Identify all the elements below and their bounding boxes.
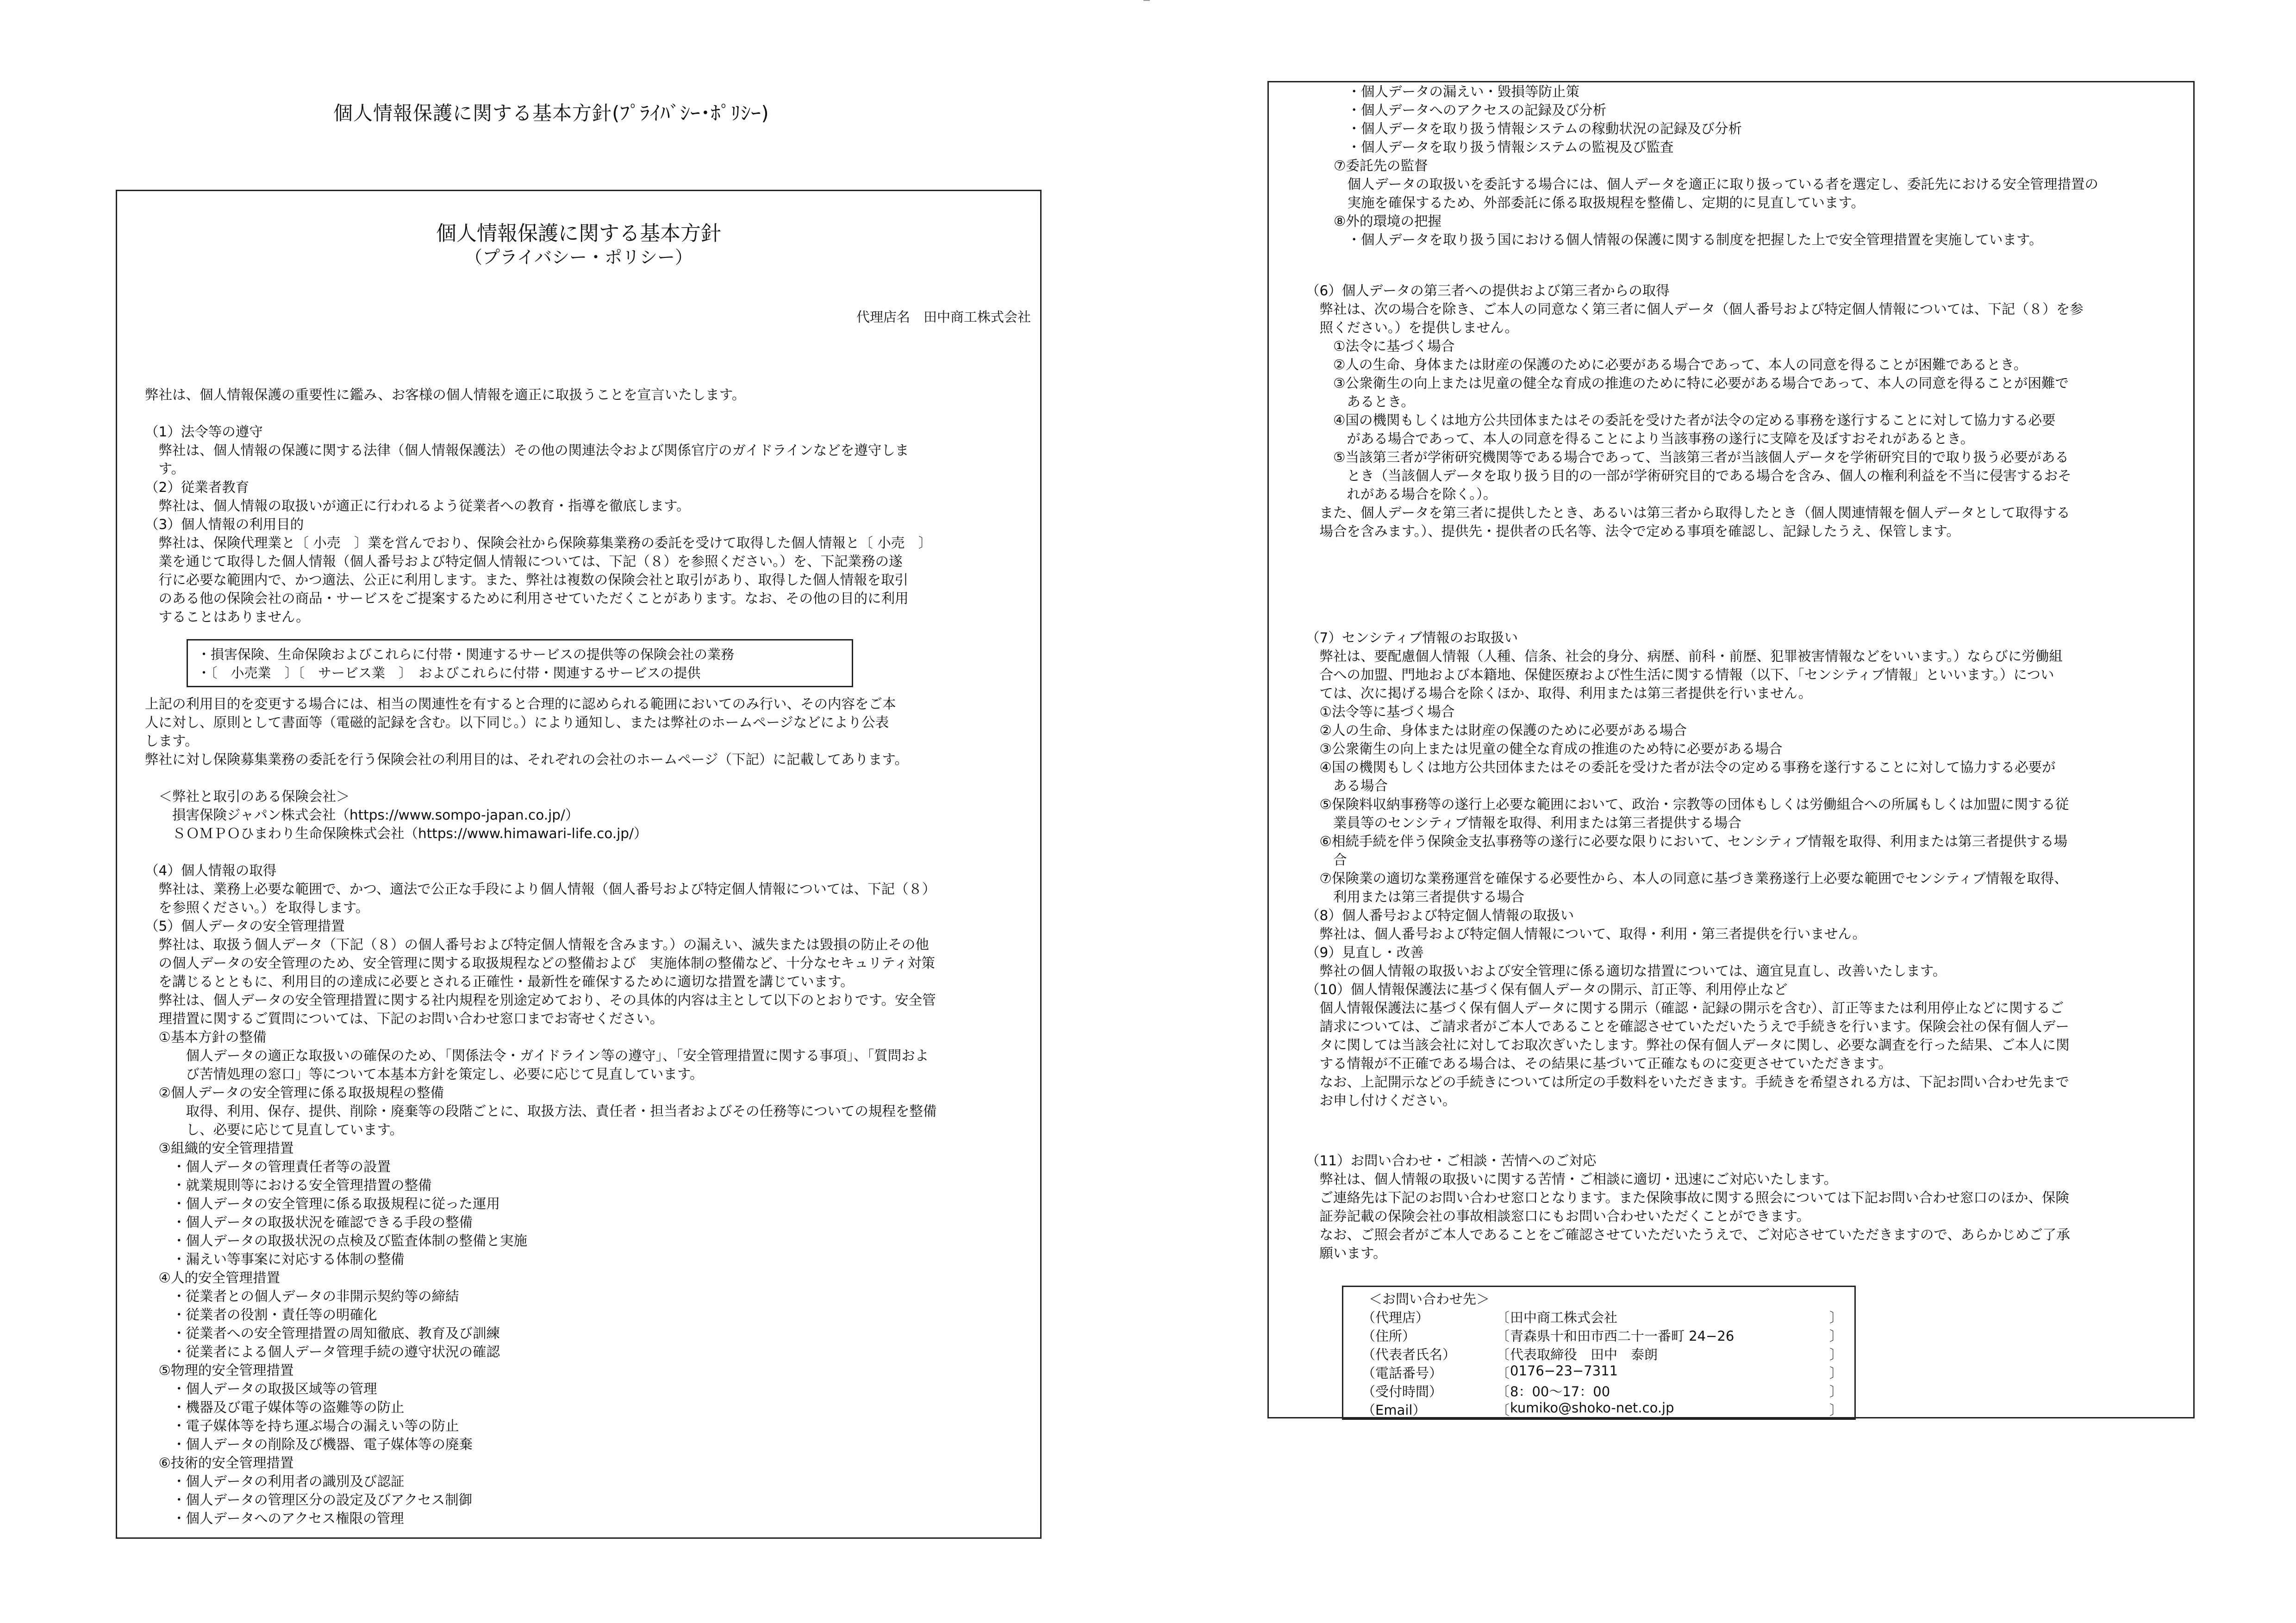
text-line: ・個人データの取扱区域等の管理	[145, 1381, 377, 1397]
scan-mark	[1143, 0, 1150, 1]
text-line: ④国の機関もしくは地方公共団体またはその委託を受けた者が法令の定める事務を遂行することに対して協力する必要が	[1306, 759, 2056, 775]
text-line: 弊社は、次の場合を除き、ご本人の同意なく第三者に個人データ（個人番号および特定個人情報については、下記（８）を参	[1306, 301, 2084, 317]
text-line: ②個人データの安全管理に係る取扱規程の整備	[145, 1085, 444, 1101]
text-line: び苦情処理の窓口」等について本基本方針を策定し、必要に応じて見直しています。	[145, 1066, 704, 1082]
text-line: （1）法令等の遵守	[145, 424, 263, 440]
text-line: （6）個人データの第三者への提供および第三者からの取得	[1306, 283, 1670, 298]
contact-value: kumiko@shoko-net.co.jp	[1510, 1400, 1674, 1416]
right-policy-box	[1267, 81, 2195, 1418]
text-line: （7）センシティブ情報のお取扱い	[1306, 630, 1518, 646]
text-line: お申し付けください。	[1306, 1093, 1456, 1108]
text-line: のある他の保険会社の商品・サービスをご提案するために利用させていただくことがあります。なお、その他の目的に利用	[145, 591, 909, 606]
right-section-a	[1334, 82, 2184, 249]
text-line: ⑥技術的安全管理措置	[145, 1455, 294, 1471]
text-line: ある場合	[1306, 778, 1388, 794]
right-section-c	[1306, 628, 2184, 1110]
bracket-open: 〔	[1496, 1310, 1510, 1325]
purpose-scope-box	[187, 639, 853, 687]
text-line	[145, 843, 1031, 861]
text-line: 弊社は、取扱う個人データ（下記（８）の個人番号および特定個人情報を含みます。）の漏えい、滅失または毀損の防止その他	[145, 937, 929, 952]
text-line: また、個人データを第三者に提供したとき、あるいは第三者から取得したとき（個人関連情報を個人データとして取得する	[1306, 505, 2070, 521]
contact-label: （Email）	[1362, 1402, 1426, 1418]
text-line: ・個人データの削除及び機器、電子媒体等の廃棄	[145, 1436, 473, 1452]
text-line: 人に対し、原則として書面等（電磁的記録を含む。以下同じ。）により通知し、または弊社のホームページなどにより公表	[145, 715, 889, 730]
text-line: ⑦保険業の適切な業務運営を確保する必要性から、本人の同意に基づき業務遂行上必要な範囲でセンシティブ情報を取得、	[1306, 871, 2068, 886]
text-line: ④国の機関もしくは地方公共団体またはその委託を受けた者が法令の定める事務を遂行することに対して協力する必要	[1306, 412, 2056, 428]
text-line: 弊社は、個人データの安全管理措置に関する社内規程を別途定めており、その具体的内容は主として以下のとおりです。安全管	[145, 992, 936, 1008]
text-line: 利用または第三者提供する場合	[1306, 889, 1525, 905]
text-line: 業員等のセンシティブ情報を取得、利用または第三者提供する場合	[1306, 815, 1741, 831]
left-section-b	[145, 695, 1031, 1528]
text-line: ・就業規則等における安全管理措置の整備	[145, 1177, 432, 1193]
policy-title: 個人情報保護に関する基本方針	[436, 222, 721, 245]
text-line: ・従業者との個人データの非開示契約等の締結	[145, 1288, 459, 1304]
text-line: ・個人データへのアクセスの記録及び分析	[1334, 102, 1607, 118]
text-line: を参照ください。）を取得します。	[145, 900, 369, 915]
text-line: ⑦委託先の監督	[1334, 158, 1428, 174]
contact-label: （電話番号）	[1362, 1365, 1443, 1381]
text-line: 請求については、ご請求者がご本人であることを確認させていただいたうえで手続きを行います。保険会社の保有個人デー	[1306, 1019, 2070, 1034]
text-line: 場合を含みます。）、提供先・提供者の氏名等、法令で定める事項を確認し、記録したうえ、保管します。	[1306, 523, 1960, 539]
text-line: ・個人データへのアクセス権限の管理	[145, 1511, 404, 1526]
text-line: ＜弊社と取引のある保険会社＞	[145, 789, 350, 804]
text-line: 理措置に関するご質問については、下記のお問い合わせ窓口までお寄せください。	[145, 1011, 664, 1026]
text-line: 実施を確保するため、外部委託に係る取扱規程を整備し、定期的に見直しています。	[1334, 195, 1865, 211]
text-line: ・個人データを取り扱う情報システムの稼動状況の記録及び分析	[1334, 121, 1742, 137]
text-line: ＳＯＭＰＯひまわり生命保険株式会社（https://www.himawari-life.co.jp/）	[145, 826, 648, 841]
text-line	[145, 404, 1031, 423]
text-line: （5）個人データの安全管理措置	[145, 918, 345, 934]
bracket-close: 〕	[1829, 1384, 1843, 1399]
text-line: 取得、利用、保存、提供、削除・廃棄等の段階ごとに、取扱方法、責任者・担当者およびその任務等についての規程を整備	[145, 1103, 937, 1119]
contact-value: 0176−23−7311	[1510, 1363, 1618, 1379]
text-line: ご連絡先は下記のお問い合わせ窓口となります。また保険事故に関する照会については下記お問い合わせ窓口のほか、保険	[1306, 1190, 2070, 1206]
text-line: ・〔 小売業 〕〔 サービス業 〕 およびこれらに付帯・関連するサービスの提供	[197, 665, 701, 681]
text-line: ④人的安全管理措置	[145, 1270, 280, 1286]
text-line: タに関しては当該会社に対してお取次ぎいたします。弊社の保有個人データに関し、必要な調査を行った結果、ご本人に関	[1306, 1037, 2070, 1053]
text-line: ・個人データの利用者の識別及び認証	[145, 1474, 405, 1489]
contact-value: 青森県十和田市西二十一番町 24−26	[1510, 1328, 1734, 1344]
text-line: 証券記載の保険会社の事故相談窓口にもお問い合わせいただくことができます。	[1306, 1208, 1810, 1224]
text-line: 個人データの適正な取扱いの確保のため、「関係法令・ガイドライン等の遵守」、「安全管理措置に関する事項」、「質問およ	[145, 1048, 929, 1063]
bracket-open: 〔	[1496, 1402, 1510, 1418]
text-line: （8）個人番号および特定個人情報の取扱い	[1306, 908, 1574, 923]
text-line: 合への加盟、門地および本籍地、保健医療および性生活に関する情報（以下、「センシティブ情報」といいます。）につい	[1306, 667, 2054, 683]
text-line: ⑤保険料収納事務等の遂行上必要な範囲において、政治・宗教等の団体もしくは労働組合への所属もしくは加盟に関する従	[1306, 796, 2069, 812]
text-line: ①基本方針の整備	[145, 1029, 267, 1045]
text-line: ・個人データを取り扱う情報システムの監視及び監査	[1334, 139, 1674, 155]
text-line: ・損害保険、生命保険およびこれらに付帯・関連するサービスの提供等の保険会社の業務	[197, 647, 735, 662]
text-line: ③公衆衛生の向上または児童の健全な育成の推進のため特に必要がある場合	[1306, 741, 1783, 757]
text-line: す。	[145, 461, 185, 477]
bracket-open: 〔	[1496, 1384, 1510, 1399]
text-line: ・個人データを取り扱う国における個人情報の保護に関する制度を把握した上で安全管理措置を実施しています。	[1334, 232, 2043, 248]
text-line: ⑥相続手続を伴う保険金支払事務等の遂行に必要な限りにおいて、センシティブ情報を取得、利用または第三者提供する場	[1306, 833, 2068, 849]
text-line: ⑧外的環境の把握	[1334, 213, 1441, 229]
text-line: 合	[1306, 852, 1347, 868]
text-line: ⑤当該第三者が学術研究機関等である場合であって、当該第三者が当該個人データを学術研究目的で取り扱う必要がある	[1306, 449, 2069, 465]
contact-label: （受付時間）	[1362, 1384, 1443, 1399]
text-line: （9）見直し・改善	[1306, 945, 1424, 960]
bracket-open: 〔	[1496, 1328, 1510, 1344]
contact-heading: ＜お問い合わせ先＞	[1369, 1291, 1490, 1307]
text-line: （11）お問い合わせ・ご相談・苦情へのご対応	[1306, 1153, 1597, 1169]
text-line: （4）個人情報の取得	[145, 863, 277, 878]
contact-label: （代理店）	[1362, 1310, 1429, 1325]
text-line: ・漏えい等事案に対応する体制の整備	[145, 1251, 405, 1267]
contact-label: （住所）	[1362, 1328, 1416, 1344]
text-line: ・個人データの取扱状況を確認できる手段の整備	[145, 1214, 473, 1230]
contact-box	[1342, 1286, 1856, 1420]
text-line: （2）従業者教育	[145, 479, 250, 495]
text-line: 弊社は、要配慮個人情報（人種、信条、社会的身分、病歴、前科・前歴、犯罪被害情報などをいいます。）ならびに労働組	[1306, 648, 2063, 664]
text-line: とき（当該個人データを取り扱う目的の一部が学術研究目的である場合を含み、個人の権利利益を不当に侵害するおそ	[1306, 468, 2071, 484]
text-line: ・電子媒体等を持ち運ぶ場合の漏えい等の防止	[145, 1418, 459, 1434]
text-line: ②人の生命、身体または財産の保護のために必要がある場合	[1306, 722, 1687, 738]
text-line: がある場合であって、本人の同意を得ることにより当該事務の遂行に支障を及ぼすおそれがあるとき。	[1306, 431, 1974, 447]
text-line: 業を通じて取得した個人情報（個人番号および特定個人情報については、下記（８）を参照ください。）を、下記業務の遂	[145, 553, 903, 569]
text-line: 弊社に対し保険募集業務の委託を行う保険会社の利用目的は、それぞれの会社のホームページ（下記）に記載してあります。	[145, 752, 909, 767]
text-line: ・個人データの取扱状況の点検及び監査体制の整備と実施	[145, 1233, 528, 1249]
text-line: 弊社は、個人情報の保護に関する法律（個人情報保護法）その他の関連法令および関係官庁のガイドラインなどを遵守しま	[145, 442, 909, 458]
bracket-close: 〕	[1829, 1365, 1843, 1381]
text-line: ②人の生命、身体または財産の保護のために必要がある場合であって、本人の同意を得ることが困難であるとき。	[1306, 357, 2028, 373]
text-line: れがある場合を除く。）。	[1306, 486, 1497, 502]
text-line: することはありません。	[145, 609, 310, 625]
contact-label: （代表者氏名）	[1362, 1347, 1456, 1362]
page-heading: 個人情報保護に関する基本方針(ﾌﾟﾗｲﾊﾞｼｰ･ﾎﾟﾘｼｰ)	[333, 102, 769, 124]
text-line: します。	[145, 733, 199, 749]
text-line: 照ください。）を提供しません。	[1306, 320, 1519, 336]
text-line: ・個人データの管理区分の設定及びアクセス制御	[145, 1492, 473, 1508]
text-line: 上記の利用目的を変更する場合には、相当の関連性を有すると合理的に認められる範囲においてのみ行い、その内容をご本	[145, 696, 896, 712]
text-line: する情報が不正確である場合は、その結果に基づいて正確なものに変更させていただきます。	[1306, 1056, 1892, 1071]
text-line: ・従業者への安全管理措置の周知徹底、教育及び訓練	[145, 1325, 500, 1341]
text-line: あるとき。	[1306, 394, 1415, 410]
text-line: 個人情報保護法に基づく保有個人データに関する開示（確認・記録の開示を含む）、訂正等または利用停止などに関するご	[1306, 1000, 2064, 1016]
text-line: ⑤物理的安全管理措置	[145, 1362, 294, 1378]
right-section-b	[1306, 281, 2184, 541]
text-line: 弊社の個人情報の取扱いおよび安全管理に係る適切な措置については、適宜見直し、改善いたします。	[1306, 963, 1947, 979]
text-line: 弊社は、個人情報の取扱いに関する苦情・ご相談に適切・迅速にご対応いたします。	[1306, 1171, 1838, 1187]
text-line: ③組織的安全管理措置	[145, 1140, 294, 1156]
contact-value: 代表取締役 田中 泰朗	[1510, 1347, 1658, 1362]
policy-subtitle: （プライバシー・ポリシー）	[464, 247, 693, 267]
text-line: ・個人データの安全管理に係る取扱規程に従った運用	[145, 1196, 500, 1212]
text-line: ・従業者の役割・責任等の明確化	[145, 1307, 377, 1323]
text-line: 個人データの取扱いを委託する場合には、個人データを適正に取り扱っている者を選定し、委託先における安全管理措置の	[1334, 176, 2099, 192]
text-line: ・機器及び電子媒体等の盗難等の防止	[145, 1399, 405, 1415]
agent-name: 代理店名 田中商工株式会社	[856, 309, 1031, 325]
bracket-close: 〕	[1829, 1328, 1843, 1344]
bracket-close: 〕	[1829, 1402, 1843, 1418]
text-line: 弊社は、個人情報保護の重要性に鑑み、お客様の個人情報を適正に取扱うことを宣言いたします。	[145, 387, 746, 403]
text-line: 願います。	[1306, 1245, 1387, 1261]
text-line: 弊社は、業務上必要な範囲で、かつ、適法で公正な手段により個人情報（個人番号および特定個人情報については、下記（８）	[145, 881, 936, 897]
bracket-open: 〔	[1496, 1347, 1510, 1362]
text-line: 弊社は、個人情報の取扱いが適正に行われるよう従業者への教育・指導を徹底します。	[145, 498, 690, 514]
text-line: し、必要に応じて見直しています。	[145, 1122, 404, 1138]
left-policy-box	[116, 190, 1042, 1539]
text-line: ・個人データの漏えい・毀損等防止策	[1334, 84, 1580, 99]
right-section-d	[1306, 1151, 2184, 1262]
text-line: ては、次に掲げる場合を除くほか、取得、利用または第三者提供を行いません。	[1306, 685, 1812, 701]
text-line: 弊社は、保険代理業と〔 小売 〕業を営んでおり、保険会社から保険募集業務の委託を受けて取得した個人情報と〔 小売 〕	[145, 535, 932, 551]
text-line: （10）個人情報保護法に基づく保有個人データの開示、訂正等、利用停止など	[1306, 982, 1788, 997]
left-section-a	[145, 386, 1031, 626]
bracket-close: 〕	[1829, 1347, 1843, 1362]
text-line: ・従業者による個人データ管理手続の遵守状況の確認	[145, 1344, 500, 1360]
text-line: ①法令等に基づく場合	[1306, 704, 1455, 720]
text-line: （3）個人情報の利用目的	[145, 516, 304, 532]
text-line: なお、上記開示などの手続きについては所定の手数料をいただきます。手続きを希望される方は、下記お問い合わせ先まで	[1306, 1074, 2070, 1090]
bracket-close: 〕	[1829, 1310, 1843, 1325]
text-line: を講じるとともに、利用目的の達成に必要とされる正確性・最新性を確保するために適切な措置を講じています。	[145, 974, 854, 989]
text-line: 行に必要な範囲内で、かつ適法、公正に利用します。また、弊社は複数の保険会社と取引があり、取得した個人情報を取引	[145, 572, 909, 588]
text-line: ①法令に基づく場合	[1306, 338, 1455, 354]
bracket-open: 〔	[1496, 1365, 1510, 1381]
text-line: ・個人データの管理責任者等の設置	[145, 1159, 391, 1175]
text-line	[145, 769, 1031, 787]
text-line: の個人データの安全管理のため、安全管理に関する取扱規程などの整備および 実施体制の整備など、十分なセキュリティ対策	[145, 955, 935, 971]
text-line: ③公衆衛生の向上または児童の健全な育成の推進のために特に必要がある場合であって、本人の同意を得ることが困難で	[1306, 375, 2069, 391]
text-line: 弊社は、個人番号および特定個人情報について、取得・利用・第三者提供を行いません。	[1306, 926, 1866, 942]
text-line: なお、ご照会者がご本人であることをご確認させていただいたうえで、ご対応させていただきますので、あらかじめご了承	[1306, 1227, 2070, 1243]
contact-value: 田中商工株式会社	[1510, 1310, 1618, 1325]
text-line: 損害保険ジャパン株式会社（https://www.sompo-japan.co.jp/）	[145, 807, 579, 823]
contact-value: 8：00〜17：00	[1510, 1384, 1610, 1399]
